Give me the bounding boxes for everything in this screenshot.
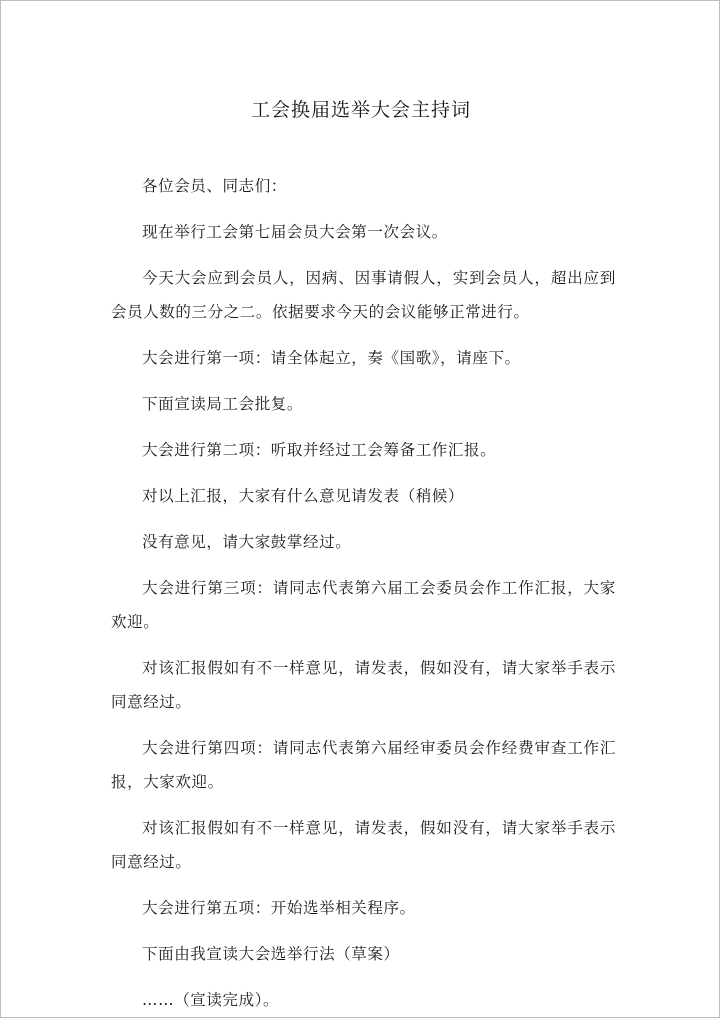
paragraph: 大会进行第一项：请全体起立，奏《国歌》，请座下。 [142, 349, 521, 367]
paragraph: 大会进行第二项：听取并经过工会筹备工作汇报。 [142, 441, 497, 459]
paragraph: 没有意见，请大家鼓掌经过。 [142, 533, 352, 551]
paragraph: 各位会员、同志们： [142, 177, 287, 195]
paragraph: 下面由我宣读大会选举行法（草案） [142, 945, 400, 963]
paragraph: ……（宣读完成）。 [142, 991, 280, 1009]
document-title: 工会换届选举大会主持词 [250, 99, 471, 121]
paragraph: 对该汇报假如有不一样意见，请发表，假如没有，请大家举手表示同意经过。 [111, 819, 616, 871]
paragraph: 大会进行第三项：请同志代表第六届工会委员会作工作汇报，大家欢迎。 [111, 579, 616, 631]
paragraph: 现在举行工会第七届会员大会第一次会议。 [142, 223, 448, 241]
paragraph: 下面宣读局工会批复。 [142, 395, 304, 413]
paragraph: 今天大会应到会员人，因病、因事请假人，实到会员人，超出应到会员人数的三分之二。依据要求今天的会议能够正常进行。 [111, 269, 616, 321]
paragraph: 对以上汇报，大家有什么意见请发表（稍候） [142, 487, 465, 505]
paragraph: 大会进行第五项：开始选举相关程序。 [142, 899, 416, 917]
document-body [111, 169, 616, 1029]
paragraph: 对该汇报假如有不一样意见，请发表，假如没有，请大家举手表示同意经过。 [111, 659, 616, 711]
paragraph: 大会进行第四项：请同志代表第六届经审委员会作经费审查工作汇报，大家欢迎。 [111, 739, 616, 791]
